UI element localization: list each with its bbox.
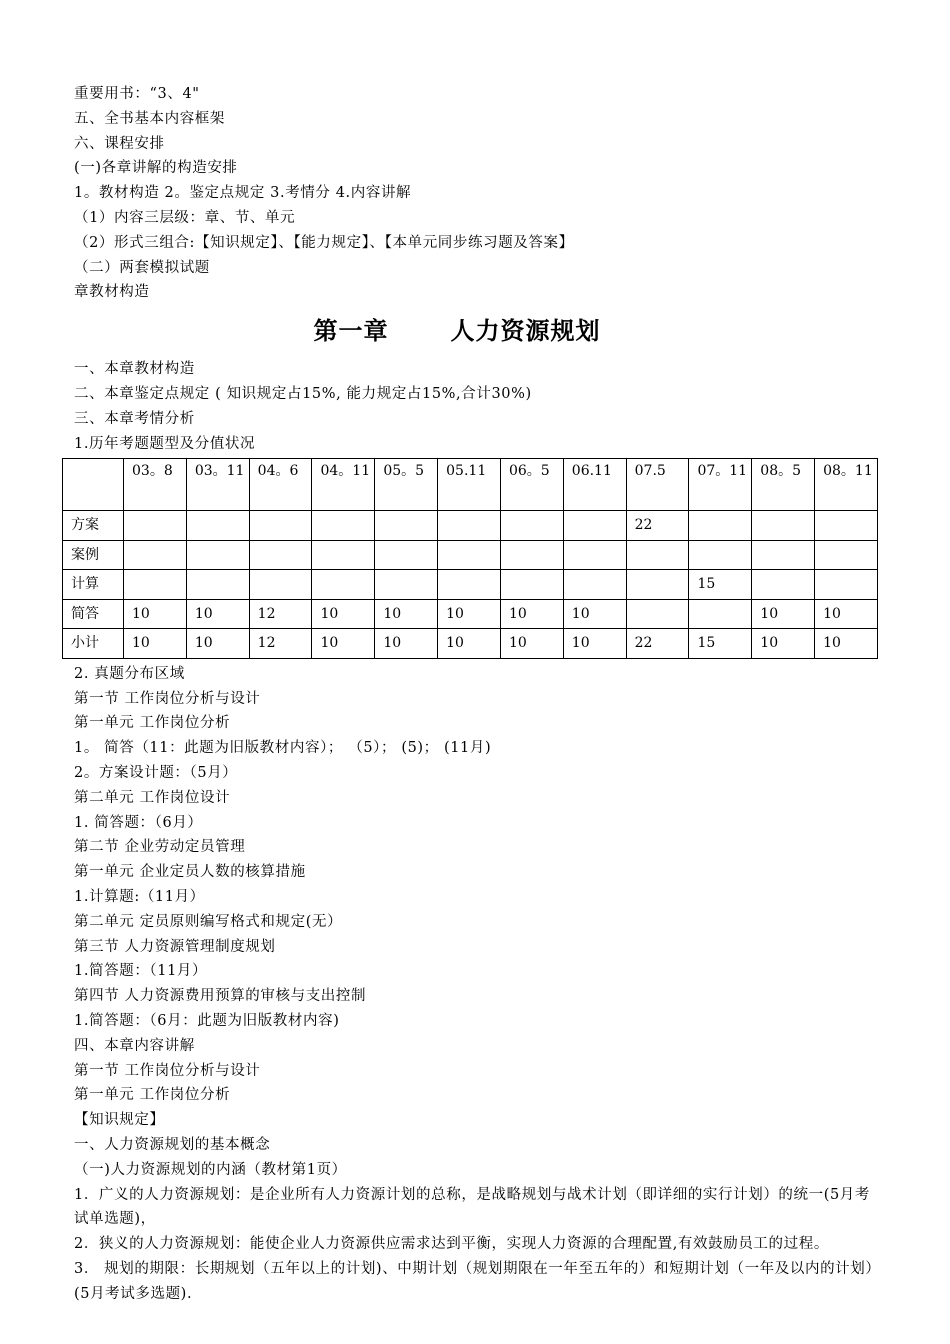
table-cell xyxy=(249,511,312,541)
text-line: 第二单元 工作岗位设计 xyxy=(74,789,231,806)
text-line: （2）形式三组合:【知识规定】、【能力规定】、【本单元同步练习题及答案】 xyxy=(74,234,574,251)
table-row-label: 方案 xyxy=(63,511,124,541)
table-header-cell: 08。11 xyxy=(815,459,878,511)
text-line: 四、本章内容讲解 xyxy=(74,1037,195,1054)
text-line: 2。方案设计题：（5月） xyxy=(74,765,238,782)
table-header-cell: 05。5 xyxy=(375,459,438,511)
text-line: (一)各章讲解的构造安排 xyxy=(74,160,238,177)
table-cell xyxy=(438,511,501,541)
table-header-cell: 08。5 xyxy=(752,459,815,511)
table-row xyxy=(63,629,878,659)
table-cell: 10 xyxy=(375,599,438,629)
table-cell xyxy=(815,540,878,570)
table-row-label: 案例 xyxy=(63,540,124,570)
text-line: 第一单元 工作岗位分析 xyxy=(74,1087,231,1104)
table-cell: 12 xyxy=(249,599,312,629)
table-cell: 12 xyxy=(249,629,312,659)
table-cell xyxy=(626,540,689,570)
text-line: 第二节 企业劳动定员管理 xyxy=(74,839,246,856)
text-line: （1）内容三层级：章、节、单元 xyxy=(74,209,296,226)
intro-section xyxy=(74,82,880,305)
table-cell: 10 xyxy=(752,629,815,659)
table-cell xyxy=(626,570,689,600)
table-row-label: 小计 xyxy=(63,629,124,659)
text-line: 1.计算题:（11月） xyxy=(74,889,205,906)
table-header-cell: 04。11 xyxy=(312,459,375,511)
analysis-section xyxy=(74,357,880,456)
table-cell xyxy=(312,570,375,600)
table-cell xyxy=(500,570,563,600)
table-cell xyxy=(689,599,752,629)
paragraph: 1．广义的人力资源规划：是企业所有人力资源计划的总称，是战略规划与战术计划（即详细的实行计划）的统一(5月考试单选题)， xyxy=(74,1186,871,1228)
table-cell: 10 xyxy=(438,599,501,629)
table-cell xyxy=(249,540,312,570)
table-cell xyxy=(500,511,563,541)
table-cell xyxy=(124,511,187,541)
table-header-cell: 03。8 xyxy=(124,459,187,511)
text-line: 第一单元 企业定员人数的核算措施 xyxy=(74,864,306,881)
table-cell: 10 xyxy=(124,629,187,659)
table-cell: 10 xyxy=(312,629,375,659)
table-cell xyxy=(752,540,815,570)
text-line: 二、本章鉴定点规定 ( 知识规定占15%, 能力规定占15%,合计30%) xyxy=(74,385,532,402)
text-line: （一)人力资源规划的内涵（教材第1页） xyxy=(74,1161,347,1178)
table-header-cell: 03。11 xyxy=(186,459,249,511)
table-cell xyxy=(312,511,375,541)
table-row xyxy=(63,511,878,541)
text-line: 一、本章教材构造 xyxy=(74,361,195,378)
table-cell xyxy=(626,599,689,629)
text-line: 1. 简答题：（6月） xyxy=(74,814,203,831)
table-cell xyxy=(815,511,878,541)
table-header-cell: 07.5 xyxy=(626,459,689,511)
table-cell xyxy=(563,511,626,541)
table-cell xyxy=(186,511,249,541)
text-line: 第一单元 工作岗位分析 xyxy=(74,715,231,732)
table-cell xyxy=(375,540,438,570)
definition-paragraphs xyxy=(74,1183,880,1307)
paragraph: 3． 规划的期限：长期规划（五年以上的计划)、中期计划（规划期限在一年至五年的）和短期计划（一年及以内的计划）(5月考试多选题). xyxy=(74,1260,874,1302)
table-cell: 10 xyxy=(815,629,878,659)
table-header-cell: 04。6 xyxy=(249,459,312,511)
text-line: 章教材构造 xyxy=(74,284,150,301)
table-cell xyxy=(500,540,563,570)
table-row xyxy=(63,599,878,629)
table-cell xyxy=(689,511,752,541)
paragraph: 2．狭义的人力资源规划：能使企业人力资源供应需求达到平衡，实现人力资源的合理配置,有效鼓励员工的过程。 xyxy=(74,1236,829,1253)
table-row-label: 简答 xyxy=(63,599,124,629)
table-cell xyxy=(563,540,626,570)
table-cell xyxy=(689,540,752,570)
table-cell xyxy=(375,570,438,600)
text-line: 五、全书基本内容框架 xyxy=(74,110,225,127)
table-cell xyxy=(186,540,249,570)
table-cell xyxy=(752,570,815,600)
table-row-label: 计算 xyxy=(63,570,124,600)
table-cell: 10 xyxy=(312,599,375,629)
distribution-section xyxy=(74,662,880,1183)
chapter-number: 第一章 xyxy=(313,317,389,346)
text-line: 第一节 工作岗位分析与设计 xyxy=(74,1062,261,1079)
table-cell xyxy=(438,570,501,600)
table-cell: 10 xyxy=(815,599,878,629)
table-cell xyxy=(312,540,375,570)
text-line: 【知识规定】 xyxy=(74,1112,165,1129)
table-cell xyxy=(249,570,312,600)
text-line: 一、人力资源规划的基本概念 xyxy=(74,1137,271,1153)
table-cell xyxy=(752,511,815,541)
text-line: 1.简答题：（6月：此题为旧版教材内容) xyxy=(74,1013,340,1030)
table-cell: 10 xyxy=(752,599,815,629)
chapter-title xyxy=(34,305,880,357)
table-header-cell: 06。5 xyxy=(500,459,563,511)
table-header-cell: 07。11 xyxy=(689,459,752,511)
table-cell xyxy=(563,570,626,600)
table-cell: 10 xyxy=(500,629,563,659)
text-line: 六、课程安排 xyxy=(74,135,165,152)
table-cell xyxy=(124,570,187,600)
text-line: 1.简答题：（11月） xyxy=(74,963,208,980)
text-line: 第四节 人力资源费用预算的审核与支出控制 xyxy=(74,988,367,1005)
table-row xyxy=(63,540,878,570)
table-cell: 22 xyxy=(626,511,689,541)
chapter-name: 人力资源规划 xyxy=(450,317,601,346)
text-line: 1。 简答（11：此题为旧版教材内容）； （5）； (5)； (11月) xyxy=(74,740,492,757)
table-cell xyxy=(186,570,249,600)
table-cell: 10 xyxy=(563,599,626,629)
table-header-row xyxy=(63,459,878,511)
text-line: 2. 真题分布区域 xyxy=(74,665,185,682)
text-line: 1.历年考题题型及分值状况 xyxy=(74,435,256,452)
text-line: 三、本章考情分析 xyxy=(74,410,195,427)
text-line: 重要用书：“3、4" xyxy=(74,86,200,102)
table-header-cell: 05.11 xyxy=(438,459,501,511)
table-cell: 10 xyxy=(563,629,626,659)
table-row xyxy=(63,570,878,600)
table-header-cell xyxy=(63,459,124,511)
table-cell xyxy=(815,570,878,600)
exam-score-table xyxy=(62,458,878,659)
text-line: （二）两套模拟试题 xyxy=(74,259,210,276)
table-cell: 10 xyxy=(438,629,501,659)
table-cell xyxy=(438,540,501,570)
table-cell: 10 xyxy=(500,599,563,629)
table-cell xyxy=(375,511,438,541)
document-page xyxy=(71,82,880,1307)
table-cell: 22 xyxy=(626,629,689,659)
table-cell: 10 xyxy=(186,629,249,659)
table-cell xyxy=(124,540,187,570)
text-line: 第三节 人力资源管理制度规划 xyxy=(74,938,276,955)
table-cell: 10 xyxy=(186,599,249,629)
table-cell: 15 xyxy=(689,629,752,659)
text-line: 第二单元 定员原则编写格式和规定(无） xyxy=(74,913,343,930)
table-header-cell: 06.11 xyxy=(563,459,626,511)
table-cell: 10 xyxy=(375,629,438,659)
table-cell: 10 xyxy=(124,599,187,629)
table-cell: 15 xyxy=(689,570,752,600)
text-line: 第一节 工作岗位分析与设计 xyxy=(74,690,261,707)
text-line: 1。教材构造 2。鉴定点规定 3.考情分 4.内容讲解 xyxy=(74,185,412,202)
